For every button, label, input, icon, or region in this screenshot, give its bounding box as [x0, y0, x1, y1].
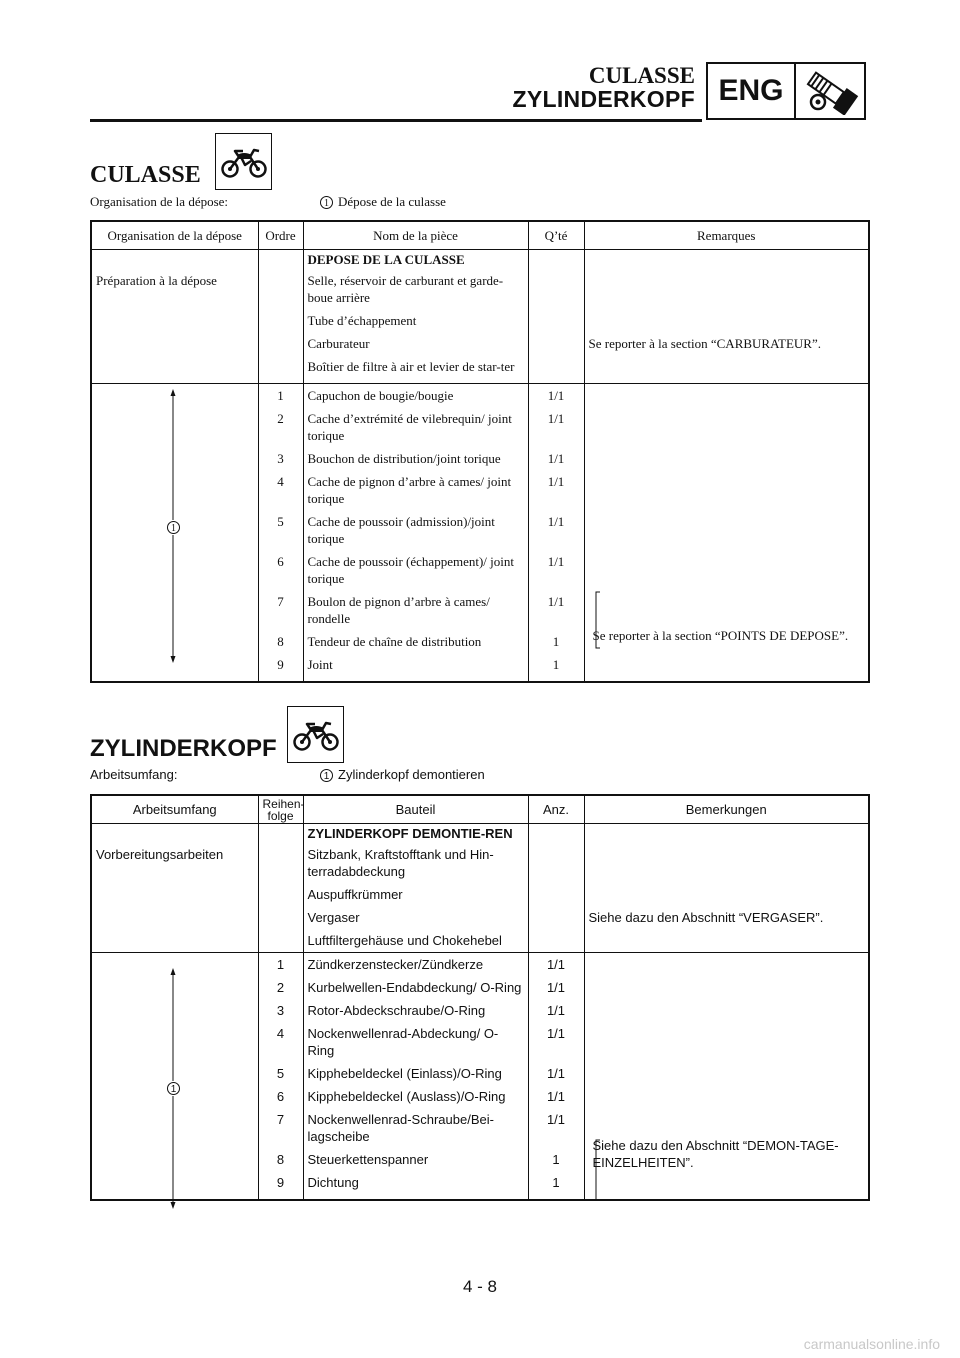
qty-cell: 1/1 — [528, 1062, 584, 1085]
part-name: Rotor-Abdeckschraube/O-Ring — [303, 999, 528, 1022]
prep-remark: Siehe dazu den Abschnitt “VERGASER”. — [588, 910, 824, 925]
removal-scope-label-fr: Organisation de la dépose: — [90, 194, 229, 209]
scope-text: Zylinderkopf demontieren — [338, 767, 485, 782]
part-name: Bouchon de distribution/joint torique — [303, 447, 528, 470]
removal-table-de — [90, 794, 870, 1201]
removal-table-fr — [90, 220, 870, 683]
order-cell: 2 — [258, 407, 303, 447]
part-name: Kipphebeldeckel (Auslass)/O-Ring — [303, 1085, 528, 1108]
order-cell: 3 — [258, 999, 303, 1022]
group-remark: Siehe dazu den Abschnitt “DEMON-TAGE-EINZELHEITEN”. — [592, 1137, 839, 1170]
group-marker-fr: 1 — [167, 521, 180, 534]
part-name: Boulon de pignon d’arbre à cames/ rondelle — [303, 590, 528, 630]
header-title-de: ZYLINDERKOPF — [512, 86, 695, 112]
order-cell: 9 — [258, 653, 303, 682]
procedure-title: DEPOSE DE LA CULASSE — [303, 250, 528, 270]
order-cell: 9 — [258, 1171, 303, 1200]
prep-remark: Se reporter à la section “CARBURATEUR”. — [588, 336, 822, 351]
prep-item: Sitzbank, Kraftstofftank und Hin-terradabdeckung — [303, 843, 528, 883]
engine-bolt-icon — [796, 64, 864, 118]
order-cell: 5 — [258, 1062, 303, 1085]
qty-cell: 1/1 — [528, 999, 584, 1022]
order-cell: 4 — [258, 470, 303, 510]
prep-item: Vergaser — [303, 906, 528, 929]
order-cell: 8 — [258, 1148, 303, 1171]
motorcycle-icon — [215, 133, 272, 190]
col-header: Organisation de la dépose — [91, 221, 258, 250]
group-marker-de: 1 — [167, 1082, 180, 1095]
order-cell: 8 — [258, 630, 303, 653]
qty-cell: 1/1 — [528, 510, 584, 550]
header-rule — [90, 119, 702, 122]
qty-cell: 1/1 — [528, 953, 584, 977]
col-header: Q’té — [528, 221, 584, 250]
col-header: Nom de la pièce — [303, 221, 528, 250]
removal-scope-fr — [320, 194, 446, 210]
qty-cell: 1/1 — [528, 590, 584, 630]
section-badge — [706, 62, 866, 120]
col-header: Ordre — [258, 221, 303, 250]
order-cell: 6 — [258, 550, 303, 590]
prep-item: Carburateur — [303, 332, 528, 355]
removal-scope-de — [320, 767, 485, 782]
prep-item: Luftfiltergehäuse und Chokehebel — [303, 929, 528, 953]
qty-cell: 1 — [528, 1171, 584, 1200]
scope-text: Dépose de la culasse — [338, 194, 446, 209]
qty-cell: 1/1 — [528, 1085, 584, 1108]
qty-cell: 1/1 — [528, 550, 584, 590]
scope-marker: 1 — [320, 196, 333, 209]
prep-item: Selle, réservoir de carburant et garde-boue arrière — [303, 269, 528, 309]
order-cell: 1 — [258, 953, 303, 977]
qty-cell: 1 — [528, 1148, 584, 1171]
col-header: Reihen-folge — [258, 795, 303, 824]
prep-item: Boîtier de filtre à air et levier de star-ter — [303, 355, 528, 384]
part-name: Cache de poussoir (échappement)/ joint torique — [303, 550, 528, 590]
prep-item: Tube d’échappement — [303, 309, 528, 332]
qty-cell: 1/1 — [528, 407, 584, 447]
prep-label: Vorbereitungsarbeiten — [91, 843, 258, 883]
qty-cell: 1/1 — [528, 384, 584, 408]
part-name: Kurbelwellen-Endabdeckung/ O-Ring — [303, 976, 528, 999]
order-cell: 2 — [258, 976, 303, 999]
order-cell: 7 — [258, 1108, 303, 1148]
part-name: Tendeur de chaîne de distribution — [303, 630, 528, 653]
part-name: Steuerkettenspanner — [303, 1148, 528, 1171]
col-header: Bemerkungen — [584, 795, 869, 824]
part-name: Cache de poussoir (admission)/joint torique — [303, 510, 528, 550]
order-cell: 7 — [258, 590, 303, 630]
header-title-fr: CULASSE — [588, 63, 695, 88]
order-cell: 4 — [258, 1022, 303, 1062]
part-name: Nockenwellenrad-Schraube/Bei-lagscheibe — [303, 1108, 528, 1148]
col-header: Bauteil — [303, 795, 528, 824]
order-cell: 1 — [258, 384, 303, 408]
qty-cell: 1 — [528, 653, 584, 682]
col-header: Anz. — [528, 795, 584, 824]
prep-item: Auspuffkrümmer — [303, 883, 528, 906]
order-cell: 5 — [258, 510, 303, 550]
part-name: Cache de pignon d’arbre à cames/ joint torique — [303, 470, 528, 510]
section-title-de: ZYLINDERKOPF — [90, 735, 277, 762]
col-header: Remarques — [584, 221, 869, 250]
page-number: 4 - 8 — [462, 1277, 498, 1296]
qty-cell: 1/1 — [528, 447, 584, 470]
col-header: Arbeitsumfang — [91, 795, 258, 824]
qty-cell: 1/1 — [528, 470, 584, 510]
order-cell: 6 — [258, 1085, 303, 1108]
procedure-title: ZYLINDERKOPF DEMONTIE-REN — [303, 824, 528, 844]
motorcycle-icon — [287, 706, 344, 763]
qty-cell: 1 — [528, 630, 584, 653]
part-name: Kipphebeldeckel (Einlass)/O-Ring — [303, 1062, 528, 1085]
scope-marker: 1 — [320, 769, 333, 782]
part-name: Cache d’extrémité de vilebrequin/ joint torique — [303, 407, 528, 447]
removal-scope-label-de: Arbeitsumfang: — [90, 767, 178, 782]
qty-cell: 1/1 — [528, 1108, 584, 1148]
part-name: Capuchon de bougie/bougie — [303, 384, 528, 408]
part-name: Nockenwellenrad-Abdeckung/ O-Ring — [303, 1022, 528, 1062]
section-badge-label: ENG — [708, 64, 796, 118]
prep-label: Préparation à la dépose — [91, 269, 258, 309]
watermark: carmanualsonline.info — [803, 1336, 940, 1352]
qty-cell: 1/1 — [528, 1022, 584, 1062]
order-cell: 3 — [258, 447, 303, 470]
part-name: Joint — [303, 653, 528, 682]
section-title-fr: CULASSE — [90, 162, 201, 188]
group-remark: Se reporter à la section “POINTS DE DEPOSE”. — [592, 628, 849, 643]
part-name: Zündkerzenstecker/Zündkerze — [303, 953, 528, 977]
part-name: Dichtung — [303, 1171, 528, 1200]
qty-cell: 1/1 — [528, 976, 584, 999]
